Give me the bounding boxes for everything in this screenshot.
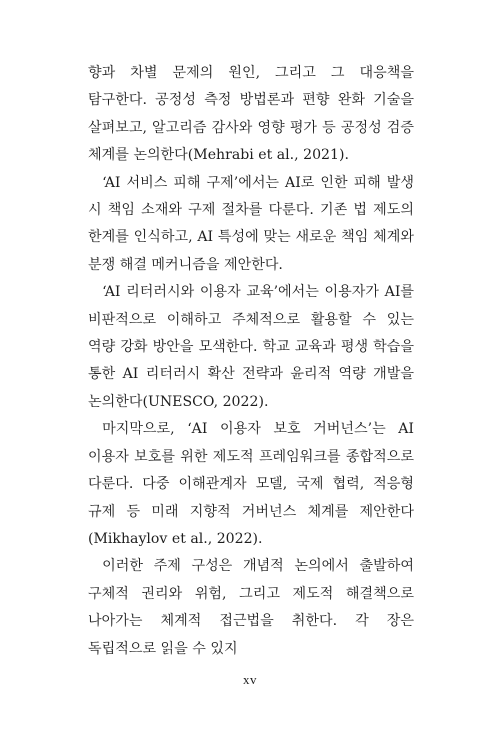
page-number: xv (243, 672, 257, 687)
paragraph-structure-summary: 이러한 주제 구성은 개념적 논의에서 출발하여 구체적 권리와 위험, 그리고 제도적 해결책으로 나아가는 체계적 접근법을 취한다. 각 장은 독립적으로 읽을 수 있지 (88, 558, 414, 657)
paragraph-fairness-continuation: 향과 차별 문제의 원인, 그리고 그 대응책을 탐구한다. 공정성 측정 방법론과 편향 완화 기술을 살펴보고, 알고리즘 감사와 영향 평가 등 공정성 검증 체계를 논의한다(Mehrabi et al., 2021). (88, 65, 414, 164)
body-text (88, 60, 414, 663)
paragraph-damage-relief: ‘AI 서비스 피해 구제’에서는 AI로 인한 피해 발생 시 책임 소재와 구제 절차를 다룬다. 기존 법 제도의 한계를 인식하고, AI 특성에 맞는 새로운 책임 체계와 분쟁 해결 메커니즘을 제안한다. (88, 174, 414, 273)
paragraph-governance: 마지막으로, ‘AI 이용자 보호 거버넌스’는 AI 이용자 보호를 위한 제도적 프레임워크를 종합적으로 다룬다. 다중 이해관계자 모델, 국제 협력, 적응형 규제 등 미래 지향적 거버넌스 체계를 제안한다(Mikhaylov et al., 2022). (88, 421, 414, 547)
paragraph-ai-literacy: ‘AI 리터러시와 이용자 교육’에서는 이용자가 AI를 비판적으로 이해하고 주체적으로 활용할 수 있는 역량 강화 방안을 모색한다. 학교 교육과 평생 학습을 통한 AI 리터러시 확산 전략과 윤리적 역량 개발을 논의한다(UNESCO, 2022). (88, 284, 414, 410)
